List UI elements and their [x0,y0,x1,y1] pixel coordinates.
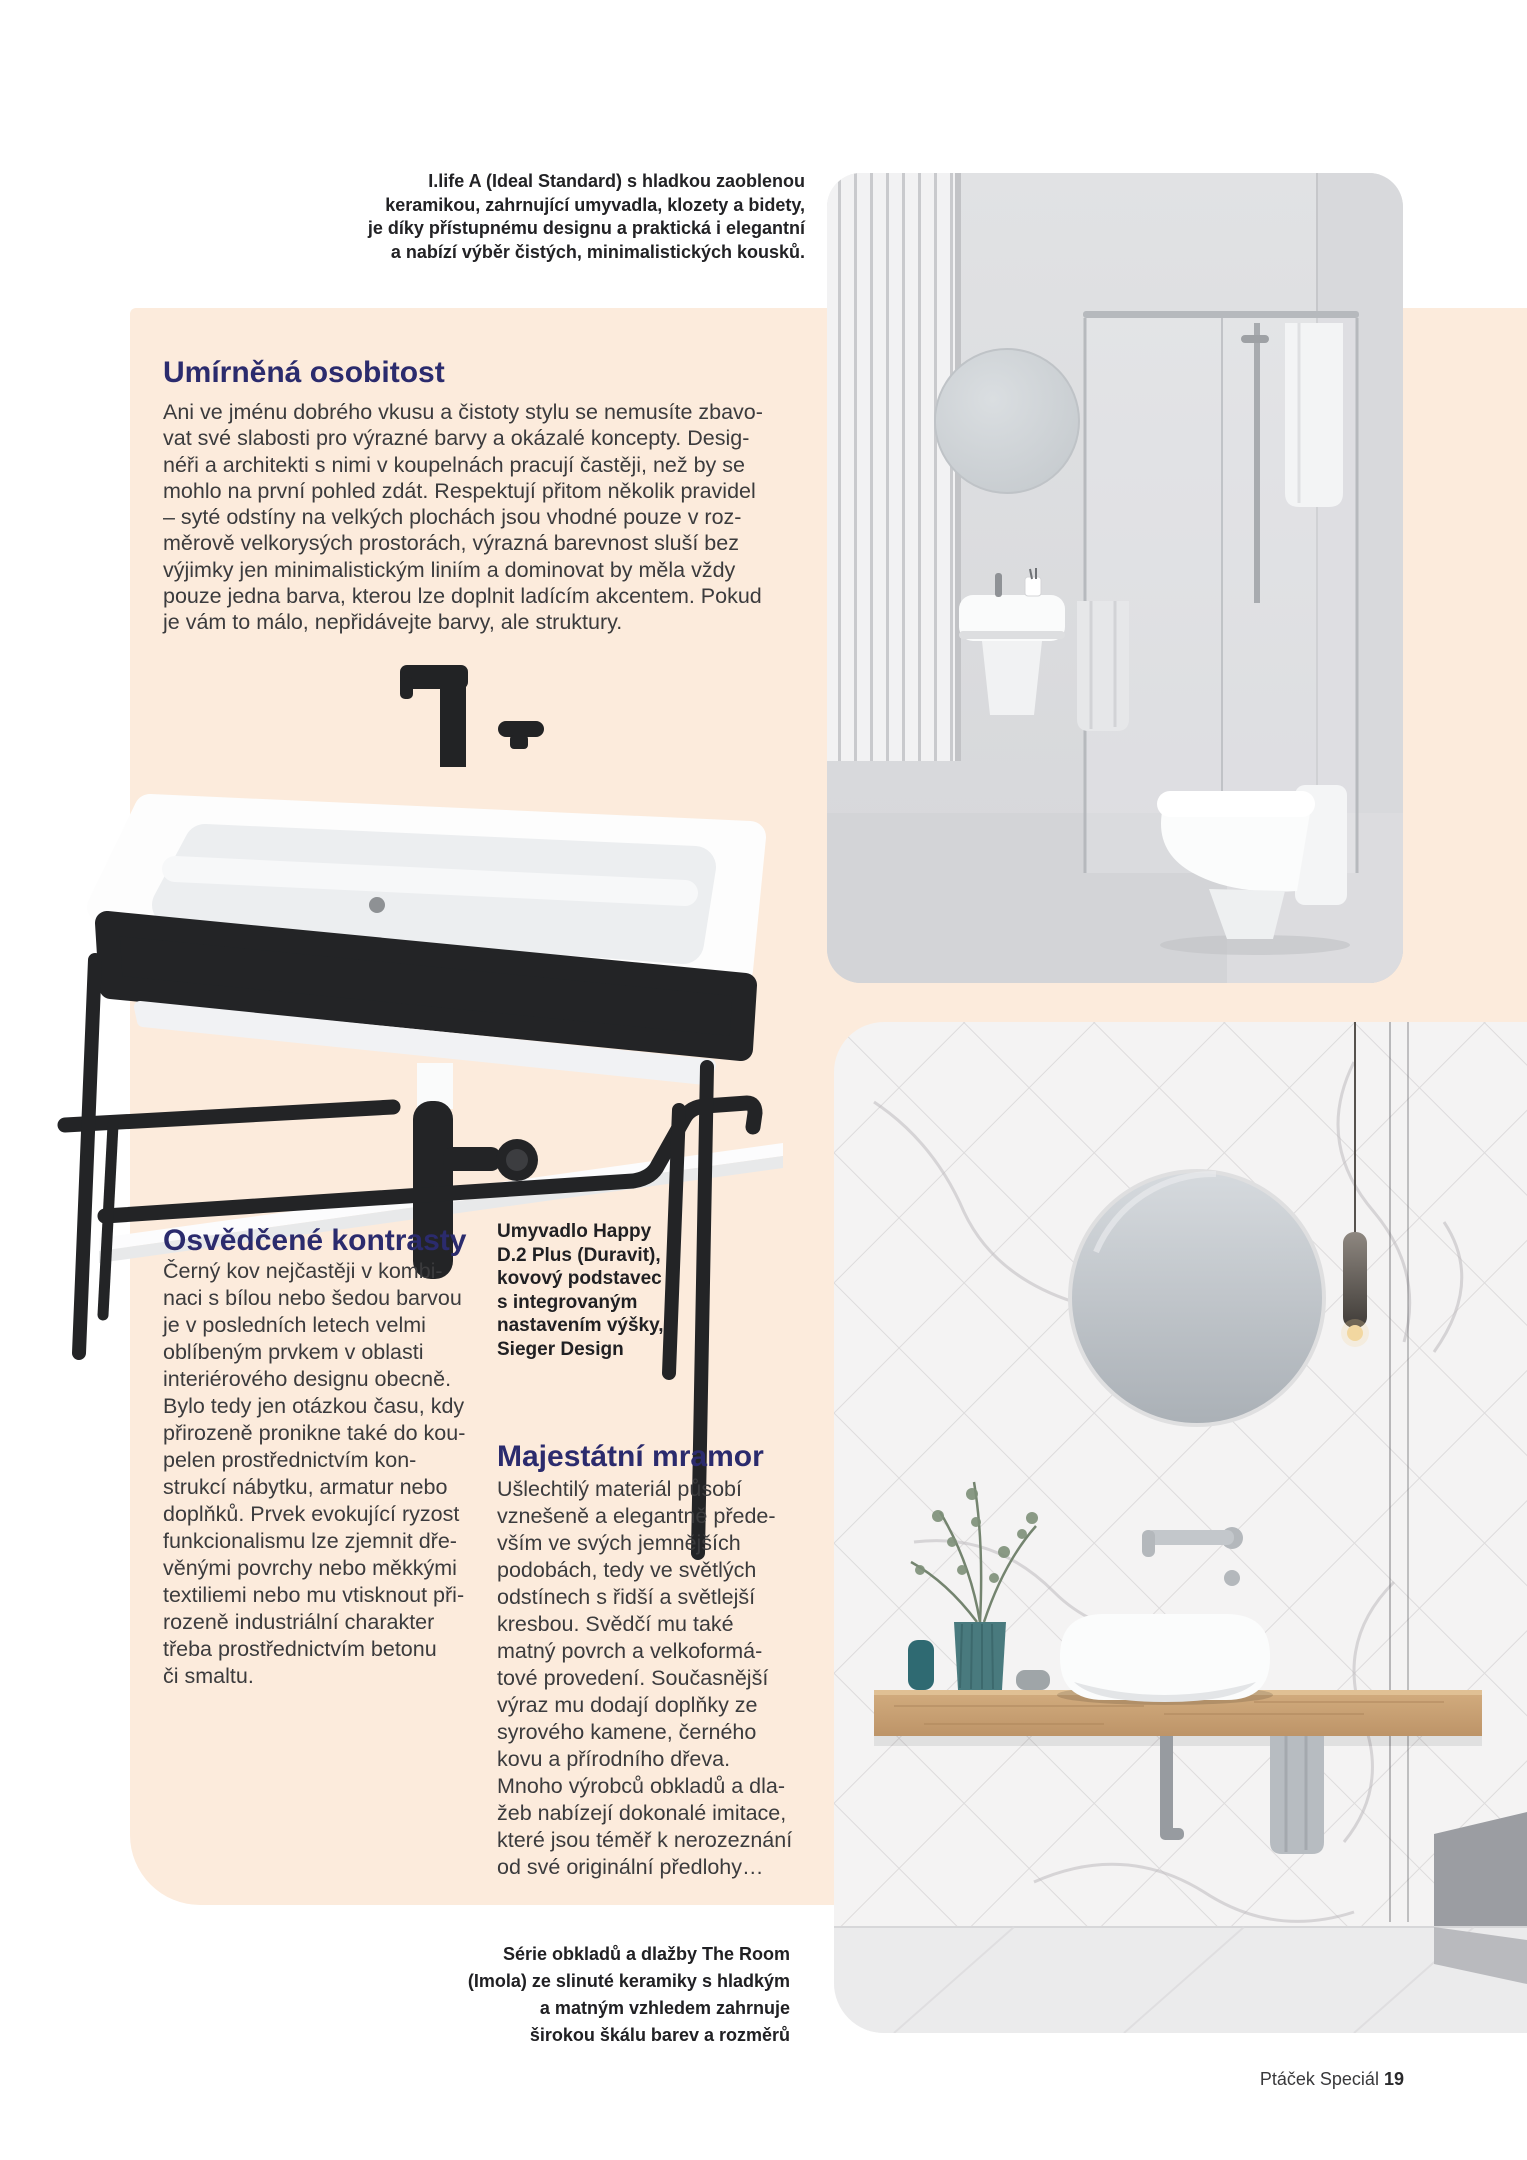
shower-head [1241,335,1269,343]
marble-floor [834,1927,1527,2033]
pendant-light [1343,1232,1367,1328]
slatted-partition [827,173,957,761]
heading-majestatni: Majestátní mramor [497,1440,764,1473]
teal-bottle [908,1640,934,1690]
shower-bathroom-illustration [827,173,1403,983]
white-towel [1285,323,1343,507]
faucet-handle [498,721,544,737]
footer-page-number: 19 [1383,2069,1404,2089]
grey-towel [1077,601,1129,731]
paragraph-umirnena: Ani ve jménu dobrého vkusu a čistoty stylu se nemusíte zbavo- vat své slabosti pro výrazné barvy a okázalé koncepty. Desig- néři a architekti s nimi v koupelnách pracují častěji, než by se mohlo na první pohled zdát. Respektují přitom několik pravidel – syté odstíny na velkých plochách jsou vhodné pouze v roz- měrově velkorysých prostorách, výrazná barevnost sluší bez výjimky jen minimalistickým liniím a dominovat by měla vždy pouze jedna barva, kterou lze doplnit ladícím akcentem. Pokud je vám to málo, nepřidávejte barvy, ale struktury. [163,400,763,635]
photo-shower-bathroom [827,173,1403,983]
wall-faucet [1146,1530,1234,1545]
intro-caption: I.life A (Ideal Standard) s hladkou zaoblenou keramikou, zahrnující umyvadla, klozety a bidety, je díky přístupnému designu a praktická i elegantní a nabízí výběr čistých, minimalistických kousků. [367,171,805,262]
toothbrush-cup [1025,577,1041,596]
hanging-towel [1270,1736,1324,1854]
page-footer [1260,2069,1404,2090]
shower-top-bar [1083,311,1359,318]
heading-osvedcene: Osvědčené kontrasty [163,1224,467,1257]
caption-serie: Série obkladů a dlažby The Room (Imola) ze slinuté keramiky s hladkým a matným vzhledem zahrnuje širokou škálu barev a rozměrů [467,1944,790,2045]
paragraph-majestatni: Ušlechtilý materiál působí vznešeně a elegantně přede- vším ve svých jemnějších podobách, tedy ve světlých odstínech s řidší a světlejší kresbou. Svědčí mu také matný povrch a velkoformá- tové provedení. Současnější výraz mu dodají doplňky ze syrového kamene, černého kovu a přírodního dřeva. Mnoho výrobců obkladů a dla- žeb nabízejí dokonalé imitace, které jsou téměř k nerozeznání od své originální předlohy… [497,1477,793,1879]
round-mirror [1070,1171,1324,1425]
small-bowl [1016,1670,1050,1690]
basin-faucet [995,573,1002,597]
faucet-handle [1224,1570,1240,1586]
photo-marble-bathroom [834,1022,1527,2033]
shower-column [1254,323,1260,603]
footer-brand: Ptáček Speciál [1259,2069,1379,2089]
paragraph-osvedcene: Černý kov nejčastěji v kombi- naci s bílou nebo šedou barvou je v posledních letech velmi oblíbeným prvkem v oblasti interiérového designu obecně. Bylo tedy jen otázkou času, kdy přirozeně pronikne také do kou- pelen prostřednictvím kon- strukcí nábytku, armatur nebo doplňků. Prvek evokující ryzost funkcionalismu lze zjemnit dře- věnými povrchy nebo měkkými textiliemi nebo mu vtisknout při- rozeně industriální charakter třeba prostřednictvím betonu či smaltu. [163,1259,466,1688]
grey-partition [1434,1812,1527,1942]
round-mirror [935,349,1079,493]
heading-umirnena: Umírněná osobitost [163,356,445,389]
marble-bathroom-illustration [834,1022,1527,2033]
toilet-seat [1157,791,1315,817]
caption-umyvadlo: Umyvadlo Happy D.2 Plus (Duravit), kovový podstavec s integrovaným nastavením výšky, Sieger Design [497,1221,664,1360]
drain-hole [369,897,385,913]
black-faucet [400,665,544,767]
drain-pipe [1160,1736,1173,1834]
basin-pedestal [982,641,1042,715]
